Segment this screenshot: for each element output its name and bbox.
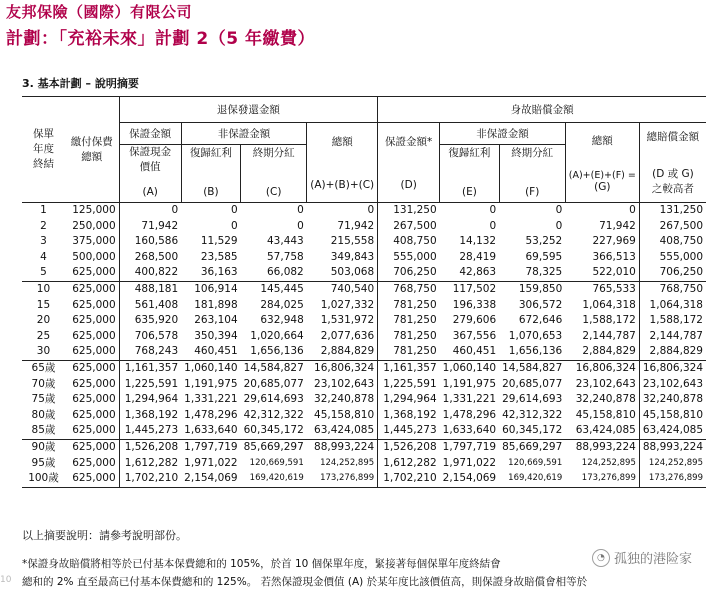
table-cell: 375,000 — [65, 234, 119, 250]
table-row — [22, 439, 706, 455]
table-cell: 0 — [230, 219, 238, 232]
table-row — [22, 329, 706, 345]
table-cell: 69,595 — [525, 250, 563, 263]
table-cell: 1,191,975 — [442, 377, 497, 390]
table-row — [22, 265, 706, 281]
table-cell: 131,250 — [393, 204, 437, 216]
table-cell: 706,250 — [659, 266, 703, 279]
table-cell: 169,420,619 — [499, 471, 565, 487]
col-header-death-guaranteed: 保證金額* (D) — [378, 123, 440, 203]
table-cell: 706,250 — [393, 266, 437, 279]
table-cell: 0 — [307, 203, 378, 219]
table-cell: 1,064,318 — [649, 298, 703, 311]
table-cell: 625,000 — [65, 344, 119, 360]
table-row — [22, 313, 706, 329]
table-cell: 0 — [489, 204, 497, 216]
table-cell: 1,702,210 — [378, 471, 440, 487]
table-row — [22, 423, 706, 439]
table-cell: 14,584,827 — [241, 360, 307, 376]
table-cell: 500,000 — [65, 250, 119, 266]
table-cell: 1,702,210 — [119, 471, 181, 487]
table-cell: 366,513 — [565, 250, 639, 266]
row-year-cell: 5 — [40, 266, 47, 279]
table-cell: 625,000 — [65, 423, 119, 439]
table-cell: 1,656,136 — [250, 345, 304, 358]
table-cell: 63,424,085 — [307, 423, 378, 439]
table-cell: 60,345,172 — [502, 424, 563, 437]
table-cell: 349,843 — [307, 250, 378, 266]
table-cell: 1,161,357 — [378, 360, 440, 376]
row-year-cell: 15 — [36, 298, 51, 311]
table-cell: 1,612,282 — [124, 456, 179, 469]
table-cell: 1,612,282 — [383, 456, 437, 469]
table-cell: 460,451 — [194, 345, 238, 358]
table-cell: 1,294,964 — [124, 393, 179, 406]
table-cell: 1,797,719 — [440, 439, 499, 455]
row-year-cell: 4 — [40, 250, 47, 263]
row-year-cell: 75歲 — [31, 393, 56, 406]
table-cell: 71,942 — [141, 219, 179, 232]
col-header-premium: 繳付保費總額 — [65, 97, 119, 203]
table-cell: 45,158,810 — [565, 408, 639, 424]
label-c: (C) — [241, 183, 307, 203]
table-cell: 268,500 — [134, 250, 179, 263]
table-cell: 1,027,332 — [307, 298, 378, 314]
table-cell: 625,000 — [65, 439, 119, 455]
col-header-term-bonus2: 終期分紅 — [499, 145, 565, 183]
watermark-left: 10 — [0, 575, 12, 585]
table-cell: 1,526,208 — [378, 439, 440, 455]
table-cell: 1,331,221 — [184, 393, 238, 406]
table-cell: 63,424,085 — [642, 424, 703, 437]
table-cell: 160,586 — [134, 235, 179, 248]
table-cell: 45,158,810 — [307, 408, 378, 424]
row-year-cell: 85歲 — [31, 424, 56, 437]
table-cell: 53,252 — [525, 235, 563, 248]
watermark-text: 孤独的港险家 — [613, 552, 692, 567]
table-cell: 23,102,643 — [565, 377, 639, 393]
table-cell: 66,082 — [267, 266, 304, 279]
row-year-cell: 2 — [40, 219, 47, 232]
row-year-cell: 25 — [36, 329, 51, 342]
table-cell: 215,558 — [307, 234, 378, 250]
table-cell: 350,394 — [194, 329, 238, 342]
table-cell: 1,478,296 — [184, 408, 238, 421]
col-header-guaranteed: 保證金額 — [119, 123, 181, 145]
table-cell: 88,993,224 — [639, 439, 706, 455]
table-cell: 625,000 — [65, 298, 119, 314]
table-cell: 14,132 — [459, 235, 497, 248]
table-cell: 1,294,964 — [383, 393, 437, 406]
table-cell: 20,685,077 — [502, 377, 563, 390]
table-cell: 1,331,221 — [442, 393, 497, 406]
table-cell: 0 — [297, 204, 304, 216]
table-cell: 1,797,719 — [181, 439, 240, 455]
col-header-total: 總額 (A)+(B)+(C) — [307, 123, 378, 203]
table-cell: 2,884,829 — [565, 344, 639, 360]
row-year-cell: 1 — [40, 204, 47, 216]
table-cell: 145,445 — [241, 281, 307, 297]
table-row — [22, 234, 706, 250]
col-header-term-bonus: 終期分紅 — [241, 145, 307, 183]
table-cell: 124,252,895 — [648, 457, 703, 468]
table-cell: 32,240,878 — [565, 392, 639, 408]
table-cell: 173,276,899 — [565, 471, 639, 487]
table-cell: 625,000 — [65, 360, 119, 376]
table-cell: 32,240,878 — [642, 393, 703, 406]
table-cell: 555,000 — [659, 250, 703, 263]
row-year-cell: 90歲 — [22, 439, 65, 455]
table-cell: 284,025 — [260, 298, 304, 311]
table-cell: 625,000 — [65, 265, 119, 281]
table-cell: 781,250 — [393, 345, 437, 358]
label-b: (B) — [181, 183, 240, 203]
table-cell: 106,914 — [181, 281, 240, 297]
footnote-line-1: *保證身故賠償將相等於已付基本保費總和的 105%，於首 10 個保單年度，緊接著每個保單年度終結會 — [22, 558, 501, 570]
table-cell: 29,614,693 — [502, 393, 563, 406]
table-cell: 768,750 — [378, 281, 440, 297]
table-cell: 125,000 — [65, 203, 119, 219]
table-row — [22, 456, 706, 472]
table-cell: 0 — [230, 204, 238, 216]
table-cell: 400,822 — [134, 266, 179, 279]
table-cell: 57,758 — [267, 250, 304, 263]
table-cell: 120,669,591 — [249, 457, 304, 468]
table-row — [22, 408, 706, 424]
table-cell: 181,898 — [194, 298, 238, 311]
table-cell: 117,502 — [440, 281, 499, 297]
table-cell: 2,884,829 — [307, 344, 378, 360]
table-cell: 43,443 — [267, 235, 304, 248]
table-cell: 1,531,972 — [307, 313, 378, 329]
table-cell: 1,161,357 — [119, 360, 181, 376]
table-cell: 2,154,069 — [440, 471, 499, 487]
table-cell: 42,312,322 — [243, 408, 304, 421]
table-cell: 625,000 — [65, 377, 119, 393]
table-cell: 0 — [297, 219, 304, 232]
table-cell: 768,750 — [639, 281, 706, 297]
table-cell: 1,191,975 — [184, 377, 238, 390]
table-cell: 196,338 — [452, 298, 497, 311]
table-row — [22, 360, 706, 376]
group-header-surrender: 退保發還金額 — [119, 97, 378, 123]
table-row — [22, 203, 706, 219]
table-cell: 23,102,643 — [307, 377, 378, 393]
table-cell: 1,971,022 — [442, 456, 497, 469]
table-cell: 632,948 — [260, 314, 304, 327]
table-cell: 159,850 — [499, 281, 565, 297]
table-cell: 2,144,787 — [565, 329, 639, 345]
table-cell: 1,064,318 — [565, 298, 639, 314]
table-cell: 408,750 — [393, 235, 437, 248]
table-cell: 169,420,619 — [241, 471, 307, 487]
table-cell: 88,993,224 — [307, 439, 378, 455]
table-cell: 279,606 — [452, 314, 497, 327]
table-cell: 28,419 — [459, 250, 497, 263]
table-row — [22, 377, 706, 393]
summary-note: 以上摘要說明：請參考說明部份。 — [22, 529, 187, 542]
table-cell: 124,252,895 — [565, 456, 639, 472]
table-header — [22, 97, 706, 203]
table-cell: 522,010 — [565, 265, 639, 281]
table-cell: 250,000 — [65, 219, 119, 235]
table-cell: 42,863 — [459, 266, 497, 279]
table-cell: 625,000 — [65, 329, 119, 345]
table-cell: 1,588,172 — [565, 313, 639, 329]
table-cell: 306,572 — [518, 298, 563, 311]
row-year-cell: 20 — [36, 314, 51, 327]
table-cell: 85,669,297 — [241, 439, 307, 455]
table-cell: 1,656,136 — [508, 345, 563, 358]
table-cell: 2,077,636 — [307, 329, 378, 345]
table-cell: 1,060,140 — [440, 360, 499, 376]
company-name: 友邦保險（國際）有限公司 — [6, 3, 193, 21]
table-cell: 42,312,322 — [502, 408, 563, 421]
table-cell: 16,806,324 — [307, 360, 378, 376]
table-cell: 1,478,296 — [442, 408, 497, 421]
table-cell: 173,276,899 — [639, 471, 706, 487]
row-year-cell: 100歲 — [22, 471, 65, 487]
table-cell: 635,920 — [134, 314, 179, 327]
table-cell: 625,000 — [65, 471, 119, 487]
table-cell: 45,158,810 — [642, 408, 703, 421]
table-cell: 1,368,192 — [383, 408, 437, 421]
row-year-cell: 95歲 — [31, 456, 56, 469]
table-cell: 20,685,077 — [243, 377, 304, 390]
plan-title: 計劃：「充裕未來」計劃 2（5 年繳費） — [6, 29, 315, 49]
col-header-cash-value: 保證現金價值 — [119, 145, 181, 183]
table-cell: 124,252,895 — [307, 456, 378, 472]
table-cell: 1,445,273 — [383, 424, 437, 437]
table-cell: 16,806,324 — [565, 360, 639, 376]
table-cell: 0 — [171, 204, 179, 216]
row-year-cell: 3 — [40, 235, 47, 248]
table-cell: 488,181 — [119, 281, 181, 297]
table-cell: 1,633,640 — [442, 424, 497, 437]
table-cell: 1,633,640 — [184, 424, 238, 437]
label-e: (E) — [440, 183, 499, 203]
table-cell: 1,020,664 — [250, 329, 304, 342]
table-cell: 768,243 — [134, 345, 179, 358]
row-year-cell: 80歲 — [31, 408, 56, 421]
table-cell: 88,993,224 — [565, 439, 639, 455]
col-header-total-death: 總賠償金額 (D 或 G) 之較高者 — [639, 123, 706, 203]
table-cell: 555,000 — [393, 250, 437, 263]
table-cell: 672,646 — [518, 314, 563, 327]
table-cell: 85,669,297 — [499, 439, 565, 455]
table-cell: 11,529 — [200, 235, 238, 248]
table-cell: 23,102,643 — [642, 377, 703, 390]
table-row — [22, 471, 706, 487]
table-cell: 16,806,324 — [639, 360, 706, 376]
table-cell: 23,585 — [200, 250, 238, 263]
table-cell: 29,614,693 — [243, 393, 304, 406]
col-header-nonguaranteed2: 非保證金額 — [440, 123, 566, 145]
table-cell: 1,971,022 — [184, 456, 238, 469]
table-cell: 173,276,899 — [307, 471, 378, 487]
table-cell: 1,225,591 — [383, 377, 437, 390]
table-row — [22, 392, 706, 408]
table-cell: 32,240,878 — [307, 392, 378, 408]
table-cell: 781,250 — [393, 298, 437, 311]
table-cell: 14,584,827 — [499, 360, 565, 376]
illustration-table — [22, 96, 706, 488]
table-cell: 1,368,192 — [124, 408, 179, 421]
table-cell: 131,250 — [659, 204, 703, 216]
table-row — [22, 344, 706, 360]
table-cell: 78,325 — [525, 266, 563, 279]
watermark — [592, 548, 692, 567]
table-cell: 0 — [565, 203, 639, 219]
table-cell: 0 — [555, 219, 563, 232]
table-cell: 267,500 — [393, 219, 437, 232]
table-cell: 625,000 — [65, 281, 119, 297]
table-cell: 1,588,172 — [649, 314, 703, 327]
table-cell: 781,250 — [393, 329, 437, 342]
footnote-line-2: 總和的 2% 直至最高已付基本保費總和的 125%。 若然保證現金價值 (A) 於某年度比該價值高，則保證身故賠償會相等於 — [22, 576, 588, 588]
row-year-cell: 65歲 — [22, 360, 65, 376]
table-row — [22, 219, 706, 235]
table-cell: 625,000 — [65, 408, 119, 424]
table-cell: 263,104 — [194, 314, 238, 327]
table-body — [22, 203, 706, 488]
table-cell: 765,533 — [565, 281, 639, 297]
row-year-cell: 30 — [36, 345, 51, 358]
col-header-nonguaranteed: 非保證金額 — [181, 123, 307, 145]
table-row — [22, 281, 706, 297]
table-cell: 706,578 — [134, 329, 179, 342]
table-cell: 267,500 — [659, 219, 703, 232]
table-cell: 71,942 — [565, 219, 639, 235]
table-cell: 1,060,140 — [181, 360, 240, 376]
table-cell: 781,250 — [393, 314, 437, 327]
table-cell: 0 — [489, 219, 497, 232]
table-cell: 503,068 — [307, 265, 378, 281]
group-header-death: 身故賠償金額 — [378, 97, 706, 123]
table-cell: 1,070,653 — [508, 329, 563, 342]
table-cell: 740,540 — [307, 281, 378, 297]
table-cell: 36,163 — [200, 266, 238, 279]
table-cell: 625,000 — [65, 456, 119, 472]
row-year-cell: 10 — [22, 281, 65, 297]
table-cell: 460,451 — [452, 345, 497, 358]
table-cell: 0 — [555, 204, 563, 216]
table-cell: 60,345,172 — [243, 424, 304, 437]
table-cell: 408,750 — [659, 235, 703, 248]
label-f: (F) — [499, 183, 565, 203]
table-cell: 561,408 — [134, 298, 179, 311]
col-header-rev-bonus2: 復歸紅利 — [440, 145, 499, 183]
table-cell: 2,144,787 — [649, 329, 703, 342]
wechat-icon: ◔ — [592, 549, 610, 567]
table-cell: 2,884,829 — [649, 345, 703, 358]
table-cell: 120,669,591 — [508, 457, 563, 468]
table-cell: 625,000 — [65, 313, 119, 329]
table-cell: 63,424,085 — [565, 423, 639, 439]
table-cell: 2,154,069 — [181, 471, 240, 487]
col-header-rev-bonus: 復歸紅利 — [181, 145, 240, 183]
section-title: 3. 基本計劃 – 說明摘要 — [22, 77, 139, 90]
table-row — [22, 298, 706, 314]
table-row — [22, 250, 706, 266]
table-cell: 625,000 — [65, 392, 119, 408]
row-year-cell: 70歲 — [31, 377, 56, 390]
col-header-total2: 總額 (A)+(E)+(F) = (G) — [565, 123, 639, 203]
col-header-year: 保單年度終結 — [22, 97, 65, 203]
table-cell: 1,526,208 — [119, 439, 181, 455]
table-cell: 1,445,273 — [124, 424, 179, 437]
table-cell: 1,225,591 — [124, 377, 179, 390]
table-cell: 367,556 — [452, 329, 497, 342]
table-cell: 227,969 — [565, 234, 639, 250]
label-a: (A) — [119, 183, 181, 203]
table-cell: 71,942 — [307, 219, 378, 235]
